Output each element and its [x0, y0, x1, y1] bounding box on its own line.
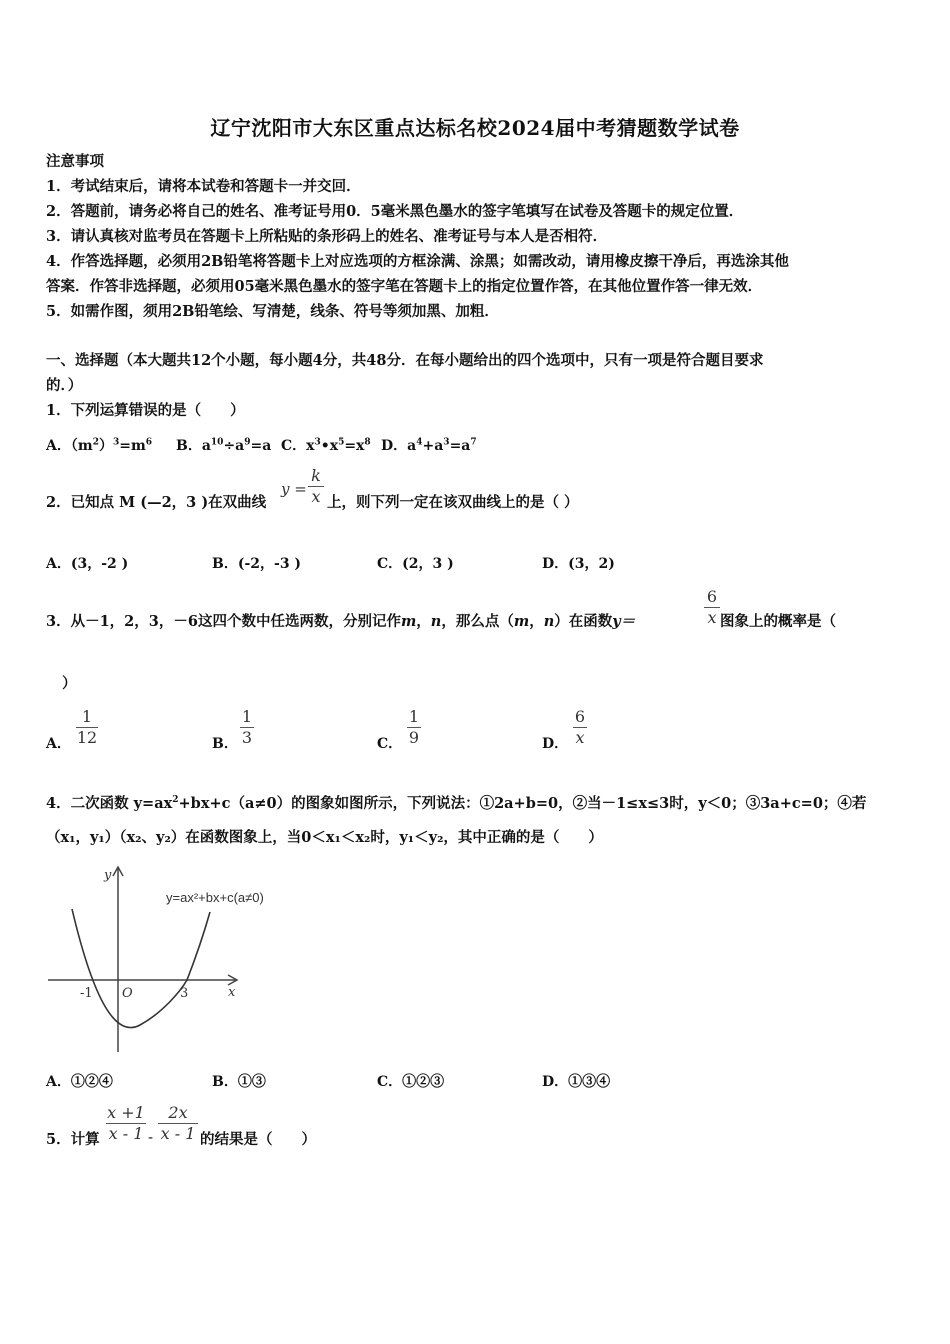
q4-option-a: A．①②④ [46, 1074, 113, 1090]
q2-option-b: B．(-2，-3 ) [212, 556, 302, 572]
notice-item-5: 5．如需作图，须用2B铅笔绘、写清楚，线条、符号等须加黑、加粗． [46, 303, 499, 320]
q2-option-d: D．(3，2) [542, 556, 615, 572]
q2-option-c: C．(2，3 ) [377, 556, 454, 572]
q3-function-fraction: 6 x [704, 588, 720, 627]
q4-parabola-graph [44, 862, 294, 1058]
q3-stem-post: 图象上的概率是（ [720, 613, 836, 630]
q1-stem: 1．下列运算错误的是（ ） [46, 402, 245, 419]
q4-option-d: D．①③④ [542, 1074, 611, 1090]
q1-option-a: A．$(m^2)^3=m^6$ [46, 437, 153, 454]
q5-fraction-1: x +1 x - 1 [107, 1103, 145, 1143]
q4-stem-line1: 4．二次函数 $y=ax^2+bx+c(a\ne 0)$的图象如图所示，下列说法：①2a+b=0，②当－1≤x≤3时，y＜0；③3a+c=0；④若 [46, 794, 867, 812]
q2-stem-pre: 2．已知点 M (—2，3 )在双曲线 [46, 494, 267, 511]
q3-option-c-fraction: 1 9 [408, 707, 420, 747]
q3-option-b-label: B． [212, 736, 238, 752]
q1-option-c: C．$x^3•x^5=x^8$ [281, 437, 371, 454]
q3-stem-close: ） [62, 675, 77, 692]
notice-item-3: 3．请认真核对监考员在答题卡上所粘贴的条形码上的姓名、准考证号与本人是否相符． [46, 228, 608, 245]
notice-item-1: 1．考试结束后，请将本试卷和答题卡一并交回． [46, 178, 361, 195]
q1-option-d: D．$a^4+a^3=a^7$ [381, 437, 477, 454]
q2-formula-lhs: y = [281, 480, 307, 498]
graph-x-label: x [228, 985, 236, 1000]
q3-stem: 3．从－1，2，3，－6这四个数中任选两数，分别记作m，n，那么点（m，n）在函数y＝ [46, 613, 636, 630]
q4-option-b: B．①③ [212, 1074, 266, 1090]
q3-option-a-label: A． [46, 736, 71, 752]
graph-root-right-label: 3 [180, 986, 189, 1001]
q3-option-c-label: C． [377, 736, 403, 752]
q1-option-b: B．$a^{10}\div a^9=a$ [176, 437, 272, 454]
notice-item-2: 2．答题前，请务必将自己的姓名、准考证号用0．5毫米黑色墨水的签字笔填写在试卷及答题卡的规定位置． [46, 203, 744, 220]
q3-option-d-fraction: 6 x [574, 707, 586, 747]
q3-option-d-label: D． [542, 736, 569, 752]
graph-function-label: y=ax²+bx+c(a≠0) [166, 890, 264, 905]
graph-origin-label: O [122, 986, 133, 1001]
graph-y-label: y [104, 868, 112, 883]
parabola-curve [72, 909, 210, 1028]
notice-item-4-cont: 答案．作答非选择题，必须用05毫米黑色墨水的签字笔在答题卡上的指定位置作答，在其他位置作答一律无效． [46, 278, 763, 295]
notice-heading: 注意事项 [46, 153, 104, 170]
graph-root-left-label: -1 [80, 986, 93, 1001]
q4-option-c: C．①②③ [377, 1074, 445, 1090]
q5-label: 5．计算 [46, 1131, 100, 1148]
q2-option-a: A．(3，-2 ) [46, 556, 129, 572]
q2-formula-fraction: k x [308, 467, 324, 506]
q5-minus: - [148, 1128, 154, 1146]
section-heading: 一、选择题（本大题共12个小题，每小题4分，共48分．在每小题给出的四个选项中，只有一项是符合题目要求 [46, 352, 764, 369]
notice-item-4: 4．作答选择题，必须用2B铅笔将答题卡上对应选项的方框涂满、涂黑；如需改动，请用橡皮擦干净后，再选涂其他 [46, 253, 789, 270]
q2-stem-post: 上，则下列一定在该双曲线上的是（ ） [327, 494, 579, 511]
exam-title: 辽宁沈阳市大东区重点达标名校2024届中考猜题数学试卷 [210, 116, 740, 140]
q5-stem-post: 的结果是（ ） [200, 1131, 316, 1148]
section-heading-cont: 的．） [46, 377, 83, 394]
q5-fraction-2: 2x x - 1 [158, 1104, 198, 1143]
q3-option-b-fraction: 1 3 [241, 707, 253, 747]
q4-stem-line2: （x₁，y₁）（x₂、y₂）在函数图象上，当0＜x₁＜x₂时，y₁＜y₂，其中正确的是（ ） [46, 829, 603, 846]
q3-option-a-fraction: 1 12 [76, 707, 98, 747]
